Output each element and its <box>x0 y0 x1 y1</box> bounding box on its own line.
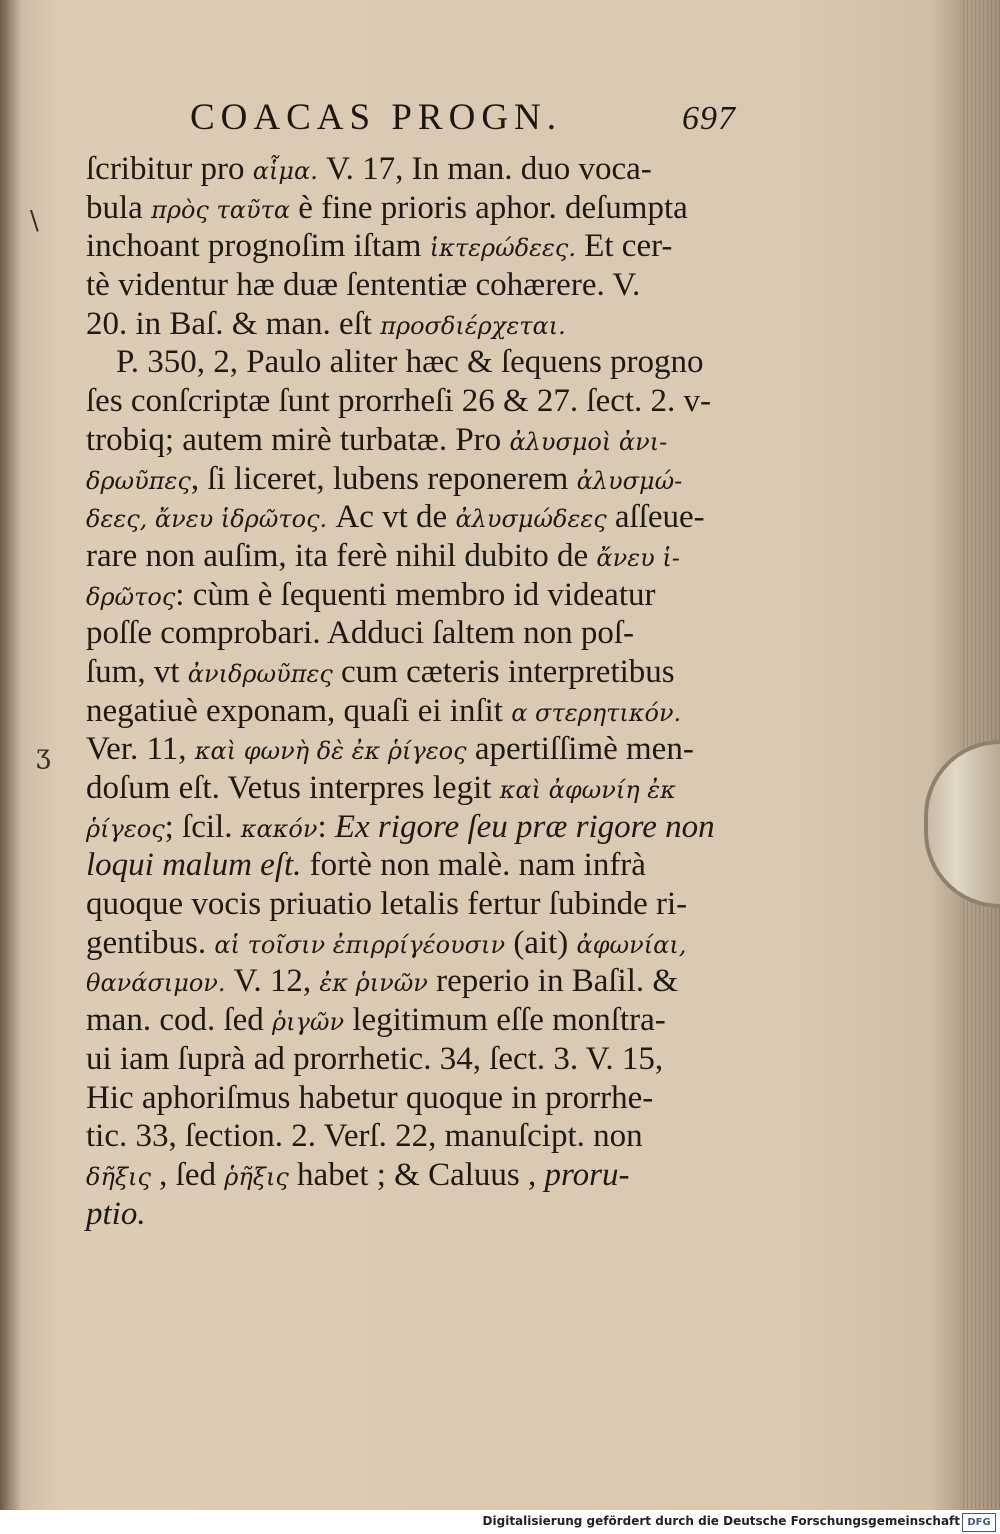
text-line <box>86 305 746 344</box>
latin-text: trobiq; autem mirè turbatæ. Pro <box>86 421 510 458</box>
latin-text: è fine prioris aphor. deſumpta <box>290 189 688 226</box>
greek-text: καὶ φωνὴ δὲ ἐκ ῥίγεος <box>194 737 467 766</box>
latin-text: ſcribitur pro <box>86 151 253 187</box>
text-line <box>86 692 746 731</box>
italic-text: Ex rigore ſeu præ rigore non <box>334 808 715 845</box>
italic-text: ptio. <box>86 1195 146 1232</box>
text-line <box>86 421 746 460</box>
text-line <box>86 1001 746 1040</box>
text-line <box>86 343 746 382</box>
latin-text: gentibus. <box>86 924 215 961</box>
text-line <box>86 730 746 769</box>
book-clasp <box>924 740 1000 908</box>
text-line <box>86 266 746 305</box>
text-line <box>86 924 746 963</box>
latin-text: : <box>317 808 335 845</box>
footer-credit: Digitalisierung gefördert durch die Deutsche Forschungsgemeinschaft <box>482 1514 960 1528</box>
latin-text: ; ſcil. <box>164 808 241 845</box>
margin-mark: ʒ <box>36 740 51 770</box>
greek-text: ῥίγεος <box>86 814 165 843</box>
latin-text: Hic aphoriſmus habetur quoque in prorrhe- <box>86 1079 654 1116</box>
greek-text: δρωῦπες <box>86 466 191 495</box>
text-line <box>86 382 746 421</box>
latin-text: bula <box>86 189 152 226</box>
text-line <box>86 808 746 847</box>
greek-text: ἐκ ῥινῶν <box>319 969 428 998</box>
greek-text: αἱ τοῖσιν ἐπιρρίγέουσιν <box>214 930 506 959</box>
greek-text: θανάσιμον. <box>86 969 226 998</box>
latin-text: poſſe comprobari. Adduci ſaltem non poſ- <box>86 615 635 652</box>
running-header <box>190 96 750 152</box>
latin-text: reperio in Baſil. & <box>427 963 679 1000</box>
text-line <box>86 614 746 653</box>
greek-text: δῆξις <box>86 1162 151 1191</box>
latin-text: Ac vt de <box>327 499 456 536</box>
greek-text: πρὸς ταῦτα <box>151 195 291 224</box>
latin-text: rare non auſim, ita ferè nihil dubito de <box>86 537 597 574</box>
latin-text: doſum eſt. Vetus interpres legit <box>86 770 500 806</box>
text-line <box>86 962 746 1001</box>
text-line <box>86 1079 746 1118</box>
text-line <box>86 1195 746 1234</box>
latin-text: tic. 33, ſection. 2. Verſ. 22, manuſcipt. non <box>86 1118 643 1155</box>
dfg-logo: DFG <box>962 1513 996 1532</box>
margin-mark: \ <box>30 206 39 236</box>
latin-text: ui iam ſuprà ad prorrhetic. 34, ſect. 3. V. 15, <box>86 1040 664 1077</box>
greek-text: ἀλυσμώδεες <box>455 505 607 534</box>
text-line <box>86 885 746 924</box>
latin-text: inchoant prognoſim iſtam <box>86 228 430 265</box>
greek-text: ῥῆξις <box>224 1162 289 1191</box>
latin-text: apertiſſimè men- <box>466 731 694 768</box>
text-line <box>86 1117 746 1156</box>
greek-text: ἀνιδρωῦπες <box>187 659 333 688</box>
latin-text: Ver. 11, <box>86 731 195 768</box>
text-line <box>86 189 746 228</box>
greek-text: ἀφωνίαι, <box>576 930 687 959</box>
text-line <box>86 846 746 885</box>
latin-text: Et cer- <box>575 228 673 265</box>
latin-text: fortè non malè. nam infrà <box>301 847 646 884</box>
latin-text: habet ; & Caluus , <box>288 1156 545 1193</box>
text-line <box>86 769 746 808</box>
latin-text: negatiuè exponam, quaſi ei inſit <box>86 692 512 729</box>
greek-text: ἀλυσμοὶ ἀνι- <box>509 427 668 456</box>
latin-text: : cùm è ſequenti membro id videatur <box>175 576 656 613</box>
latin-text: , ſed <box>150 1156 225 1193</box>
latin-text: , ſi liceret, lubens reponerem <box>190 460 577 497</box>
page-number: 697 <box>682 100 736 137</box>
latin-text: quoque vocis priuatio letalis fertur ſubinde ri- <box>86 886 688 923</box>
italic-text: loqui malum eſt. <box>86 847 302 884</box>
latin-text: 20. in Baſ. & man. eſt <box>86 305 381 342</box>
greek-text: ῥιγῶν <box>272 1008 345 1037</box>
italic-text: proru- <box>544 1156 630 1193</box>
running-title: COACAS PROGN. <box>190 97 563 138</box>
body-text <box>86 150 746 1233</box>
latin-text: V. 17, In man. duo voca- <box>317 151 652 187</box>
greek-text: δεες, ἄνευ ἱδρῶτος. <box>86 505 328 534</box>
greek-text: ἀλυσμώ- <box>576 466 683 495</box>
text-line <box>86 576 746 615</box>
text-line <box>86 1156 746 1195</box>
greek-text: ἄνευ ἱ- <box>596 543 680 572</box>
greek-text: προσδιέρχεται. <box>380 311 566 340</box>
greek-text: ἱκτερώδεες. <box>429 234 576 263</box>
latin-text: tè videntur hæ duæ ſententiæ cohærere. V. <box>86 267 641 304</box>
text-line <box>86 1040 746 1079</box>
latin-text: ſum, vt <box>86 653 188 690</box>
latin-text: V. 12, <box>225 963 320 1000</box>
greek-text: αἷμα. <box>252 157 318 185</box>
text-line <box>86 150 746 189</box>
latin-text: P. 350, 2, Paulo aliter hæc & ſequens progno <box>116 344 704 381</box>
latin-text: ſes conſcriptæ ſunt prorrheſi 26 & 27. ſect. 2. v- <box>86 383 712 420</box>
text-line <box>86 537 746 576</box>
greek-text: καὶ ἀφωνίη ἐκ <box>499 776 676 804</box>
text-line <box>86 460 746 499</box>
greek-text: δρῶτος <box>86 582 176 611</box>
greek-text: κακόν <box>240 814 318 843</box>
latin-text: aſſeue- <box>606 499 705 536</box>
digitization-footer <box>0 1510 1000 1534</box>
greek-text: α στερητικόν. <box>511 698 682 727</box>
latin-text: legitimum eſſe monſtra- <box>344 1002 666 1039</box>
text-line <box>86 498 746 537</box>
latin-text: (ait) <box>505 924 577 961</box>
latin-text: cum cæteris interpretibus <box>332 653 675 690</box>
text-line <box>86 227 746 266</box>
latin-text: man. cod. ſed <box>86 1002 273 1039</box>
text-line <box>86 653 746 692</box>
